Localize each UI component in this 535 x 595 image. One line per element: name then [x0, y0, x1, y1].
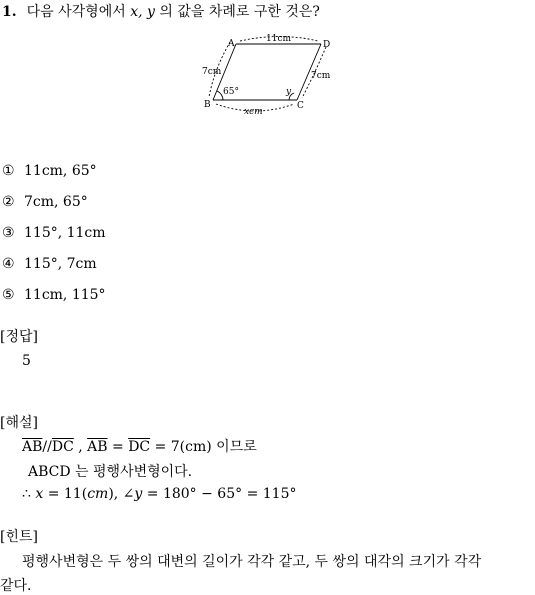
explanation-label: [해설] [0, 415, 38, 431]
therefore-sign: ∴ [22, 486, 36, 502]
parallelogram-figure [200, 30, 340, 120]
explanation-line-1 [22, 436, 257, 456]
question-line [2, 1, 320, 21]
explanation-line-2: ABCD 는 평행사변형이다. [28, 464, 193, 480]
option-5[interactable] [2, 287, 106, 303]
segment-ab-2: $\overline{AB}$ [87, 439, 108, 455]
bottom-length-label: xcm [244, 107, 263, 117]
option-4-text: 115°, 7cm [24, 256, 97, 272]
option-5-mark: ⑤ [2, 287, 15, 303]
option-3-mark: ③ [2, 225, 15, 241]
hint-line-2: 같다. [0, 578, 32, 594]
hint-label: [힌트] [0, 529, 38, 545]
segment-dc: $\overline{DC}$ [51, 439, 74, 455]
angle-c-label: y [286, 87, 292, 97]
segment-dc-2: $\overline{DC}$ [128, 439, 151, 455]
answer-label: [정답] [0, 329, 38, 345]
option-1-text: 11cm, 65° [24, 163, 97, 179]
option-3[interactable] [2, 225, 106, 241]
option-2[interactable] [2, 194, 88, 210]
line3-part-c: = 180° − 65° = 115° [142, 486, 297, 502]
unit-cm: cm [87, 486, 109, 502]
question-text-after: 의 값을 차례로 구한 것은? [154, 4, 320, 20]
left-length-label: 7cm [202, 67, 222, 77]
option-4-mark: ④ [2, 256, 15, 272]
var-x: x [35, 486, 44, 502]
vertex-a: A [228, 39, 235, 49]
vertex-c: C [297, 101, 304, 111]
vertex-d: D [323, 40, 331, 50]
answer-value: 5 [22, 353, 31, 369]
var-y: y [134, 486, 143, 502]
top-length-label: 11cm [266, 34, 292, 44]
option-1[interactable] [2, 163, 97, 179]
angle-b-label: 65° [223, 87, 239, 97]
option-2-text: 7cm, 65° [24, 194, 88, 210]
question-text-before: 다음 사각형에서 [26, 4, 131, 20]
vertex-b: B [204, 100, 211, 110]
question-vars: x, y [130, 4, 155, 20]
line3-part-a: = 11( [43, 486, 88, 502]
option-5-text: 11cm, 115° [24, 287, 106, 303]
segment-ab: $\overline{AB}$ [22, 439, 43, 455]
option-2-mark: ② [2, 194, 15, 210]
option-3-text: 115°, 11cm [24, 225, 106, 241]
right-length-label: 7cm [311, 71, 331, 81]
explanation-line-3 [22, 486, 296, 502]
explanation-sep: , [73, 439, 88, 455]
option-1-mark: ① [2, 163, 15, 179]
parallel-sign: // [42, 439, 52, 455]
line3-part-b: ), ∠ [108, 486, 135, 502]
option-4[interactable] [2, 256, 97, 272]
equals-sign: = [107, 439, 129, 455]
explanation-line-1-rest: = 7(cm) 이므로 [150, 439, 257, 455]
question-number: 1. [2, 4, 17, 20]
hint-line-1: 평행사변형은 두 쌍의 대변의 길이가 각각 같고, 두 쌍의 대각의 크기가 각각 [22, 554, 482, 570]
